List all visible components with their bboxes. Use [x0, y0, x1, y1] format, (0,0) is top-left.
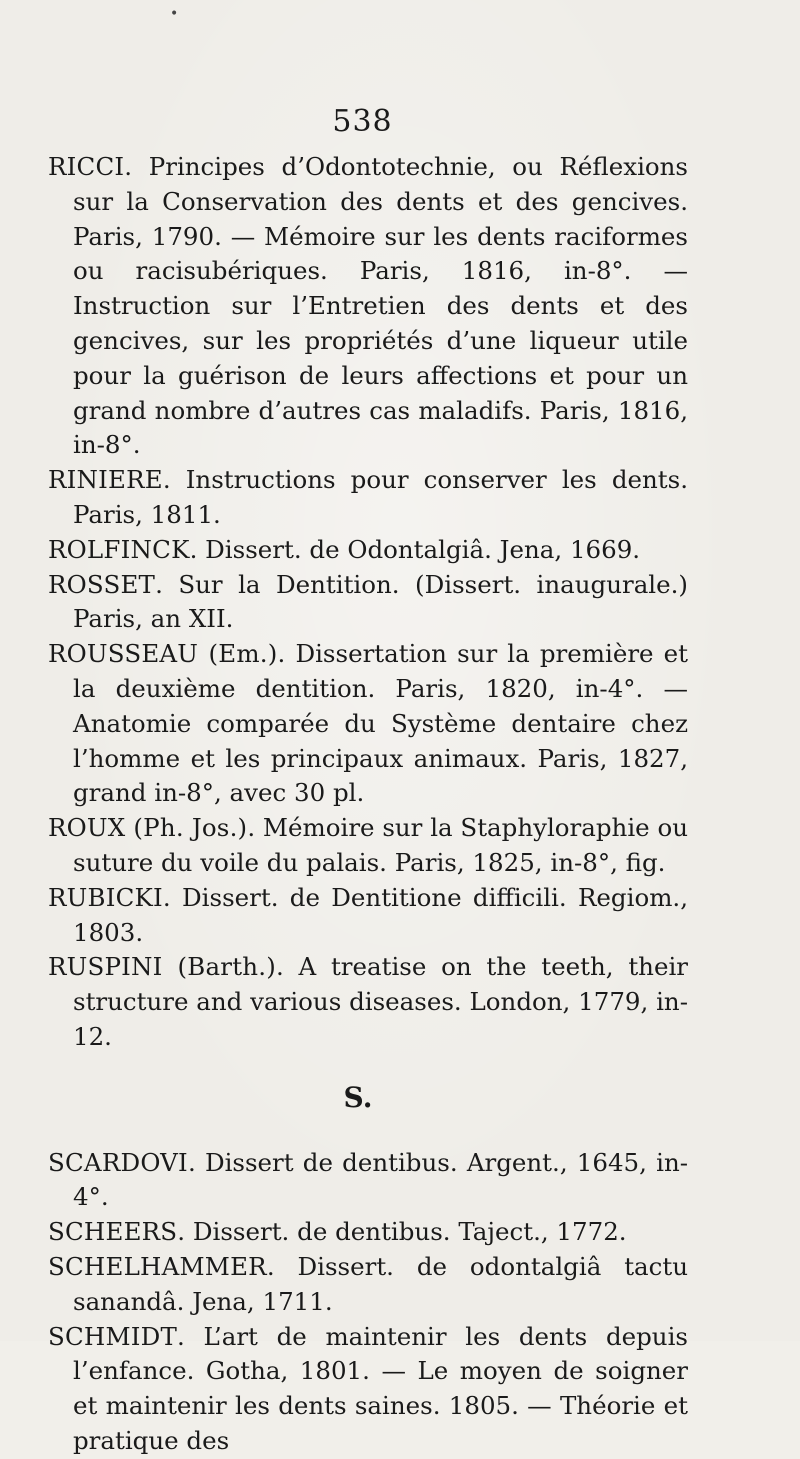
bibliography-entry: SCHEERS. Dissert. de dentibus. Taject., 1772.	[48, 1217, 627, 1247]
entry-text: Sur la Dentition. (Dissert. inaugurale.) Paris, an XII.	[73, 569, 688, 634]
entry-author: SCARDOVI	[48, 1147, 188, 1177]
entry-text: Mémoire sur la Staphyloraphie ou suture du voile du palais. Paris, 1825, in-8°, fig.	[73, 813, 688, 877]
bibliography-entry: SCHMIDT. L’art de maintenir les dents depuis l’enfance. Gotha, 1801. — Le moyen de soigner et maintenir les dents saines. 1805. — Théorie et pratique des	[48, 1321, 688, 1455]
entry-author: ROUX (Ph. Jos.)	[48, 813, 248, 843]
bibliography-list	[48, 150, 688, 1459]
bibliography-entry: ROLFINCK. Dissert. de Odontalgiâ. Jena, 1669.	[48, 534, 641, 564]
entry-author: SCHELHAMMER	[48, 1251, 267, 1281]
entry-text: Instructions pour conserver les dents. Paris, 1811.	[73, 465, 689, 529]
entry-text: A treatise on the teeth, their structure and various diseases. London, 1779, in-12.	[73, 952, 688, 1051]
entry-author: ROUSSEAU (Em.)	[48, 639, 278, 669]
section-heading: S.	[343, 1080, 373, 1114]
entry-author: RINIERE	[48, 465, 163, 495]
bibliography-entry: RINIERE. Instructions pour conserver les dents. Paris, 1811.	[48, 465, 689, 529]
entry-text: Principes d’Odontotechnie, ou Réflexions sur la Conservation des dents et des gencives. Paris, 1790. — Mémoire sur les dents raciformes ou racisubériques. Paris, 1816, in-8°. — Instruction sur l’Entretien des dents et des gencives, sur les propriétés d’une liqueur utile pour la guérison de leurs affections et pour un grand nombre d’autres cas maladifs. Paris, 1816, in-8°.	[73, 152, 689, 460]
entry-text: Dissert. de Dentitione difficili. Regiom., 1803.	[73, 882, 689, 947]
bibliography-entry: ROSSET. Sur la Dentition. (Dissert. inaugurale.) Paris, an XII.	[48, 569, 688, 634]
entry-author: RUSPINI (Barth.)	[48, 952, 276, 982]
entry-text: Dissert. de Odontalgiâ. Jena, 1669.	[205, 534, 641, 564]
page-number: 538	[332, 104, 393, 139]
entry-text: Dissert. de odontalgiâ tactu sanandâ. Jena, 1711.	[73, 1251, 688, 1316]
entry-author: SCHMIDT	[48, 1321, 178, 1351]
entry-author: ROSSET	[48, 569, 156, 599]
entries-section-r	[48, 150, 688, 1055]
bibliography-entry: SCARDOVI. Dissert de dentibus. Argent., 1645, in-4°.	[48, 1147, 689, 1212]
entry-text: Dissert de dentibus. Argent., 1645, in-4°.	[73, 1147, 689, 1212]
bibliography-entry: ROUX (Ph. Jos.). Mémoire sur la Staphyloraphie ou suture du voile du palais. Paris, 1825, in-8°, fig.	[48, 813, 688, 877]
bibliography-entry: RUBICKI. Dissert. de Dentitione difficili. Regiom., 1803.	[48, 882, 689, 947]
entry-text: Dissertation sur la première et la deuxième dentition. Paris, 1820, in-4°. — Anatomie comparée du Système dentaire chez l’homme et les principaux animaux. Paris, 1827, grand in-8°, avec 30 pl.	[73, 639, 689, 808]
entry-author: ROLFINCK	[48, 534, 190, 564]
entry-text: L’art de maintenir les dents depuis l’enfance. Gotha, 1801. — Le moyen de soigner et maintenir les dents saines. 1805. — Théorie et pratique des	[73, 1321, 688, 1455]
bibliography-entry: RICCI. Principes d’Odontotechnie, ou Réflexions sur la Conservation des dents et des gencives. Paris, 1790. — Mémoire sur les dents raciformes ou racisubériques. Paris, 1816, in-8°. — Instruction sur l’Entretien des dents et des gencives, sur les propriétés d’une liqueur utile pour la guérison de leurs affections et pour un grand nombre d’autres cas maladifs. Paris, 1816, in-8°.	[48, 152, 689, 460]
entry-author: RICCI	[48, 152, 125, 181]
bibliography-entry: ROUSSEAU (Em.). Dissertation sur la première et la deuxième dentition. Paris, 1820, in-4°. — Anatomie comparée du Système dentaire chez l’homme et les principaux animaux. Paris, 1827, grand in-8°, avec 30 pl.	[48, 639, 689, 808]
entry-author: RUBICKI	[48, 882, 163, 912]
bibliography-entry: RUSPINI (Barth.). A treatise on the teeth, their structure and various diseases. London, 1779, in-12.	[48, 952, 688, 1051]
entries-section-s	[48, 1146, 688, 1459]
entry-text: Dissert. de dentibus. Taject., 1772.	[192, 1217, 627, 1247]
print-mark: •	[170, 6, 179, 22]
entry-author: SCHEERS	[48, 1217, 178, 1247]
bibliography-entry: SCHELHAMMER. Dissert. de odontalgiâ tactu sanandâ. Jena, 1711.	[48, 1251, 688, 1316]
